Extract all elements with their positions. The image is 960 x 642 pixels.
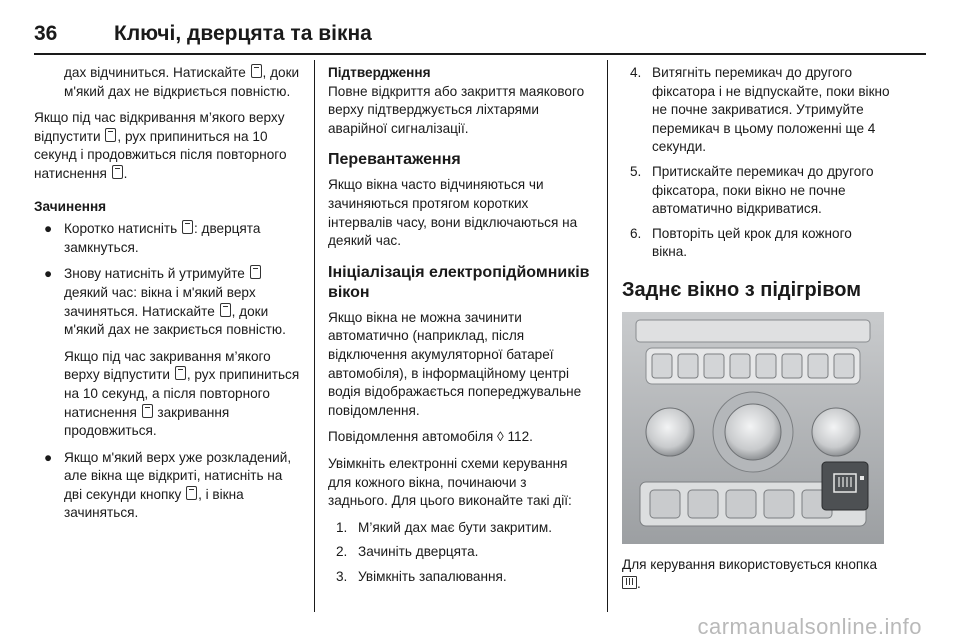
step-text: Притискайте перемикач до другого фіксатора, поки вікно не почне автоматично відкриватися.	[652, 163, 874, 217]
bullet-item: ● Знову натисніть й утримуйте деякий час: вікна і м'який верх зачиняться. Натискайте , доки м'який дах не закриється повністю. Якщо під час закривання м’якого верху відпустити , рух припиниться на 10 секунд, а після повторного натиснення закривання продовжиться.	[34, 265, 302, 440]
step-number: 3.	[336, 568, 348, 584]
control-panel-photo	[622, 312, 884, 544]
remote-lock-icon	[220, 303, 231, 317]
confirm-heading: Підтвердження	[328, 65, 431, 80]
remote-lock-icon	[186, 486, 197, 500]
step-number: 4.	[630, 65, 642, 80]
bullet-item: ● Якщо м'який верх уже розкладений, але вікна ще відкриті, натисніть на дві секунди кнопку , і вікна зачиняться.	[44, 449, 292, 521]
overload-text: Якщо вікна часто відчиняються чи зачиняються протягом коротких інтервалів часу, вони відключаються на деякий час.	[328, 177, 578, 249]
paragraph-open-interrupt: Якщо під час відкривання м’якого верху відпустити , рух припиниться на 10 секунд і продовжиться після повторного натиснення .	[34, 110, 287, 181]
remote-unlock-icon	[105, 128, 116, 142]
column-divider-2	[607, 60, 608, 612]
step-item	[622, 163, 890, 219]
init-text: Якщо вікна не можна зачинити автоматично (наприклад, після відключення акумуляторної батареї автомобіля), в інформаційному центрі водія відображається попереджувальне повідомлення.	[328, 309, 582, 418]
page-header	[34, 22, 926, 52]
bullet-mark: ●	[44, 266, 53, 282]
step-text: Увімкніть запалювання.	[358, 568, 507, 584]
rear-defrost-icon	[622, 576, 637, 589]
remote-unlock-icon	[112, 165, 123, 179]
steps-list	[328, 519, 590, 587]
rear-window-text: Для керування використовується кнопка .	[622, 556, 878, 591]
column-1	[34, 64, 302, 531]
enable-text: Увімкніть електронні схеми керування для кожного вікна, починаючи з заднього. Для цього виконайте такі дії:	[328, 455, 572, 509]
remote-lock-icon	[182, 220, 193, 234]
header-divider	[34, 53, 926, 55]
watermark: carmanualsonline.info	[697, 614, 922, 639]
step-text: Зачиніть дверцята.	[358, 544, 479, 560]
bullet-mark: ●	[44, 221, 53, 237]
step-item	[328, 543, 590, 562]
remote-lock-icon	[142, 404, 153, 418]
step-item	[328, 568, 590, 587]
reference-line: Повідомлення автомобіля ◊ 112.	[328, 429, 533, 445]
step-text: Повторіть цей крок для кожного вікна.	[652, 225, 852, 260]
step-item	[622, 225, 890, 262]
closing-heading: Зачинення	[34, 198, 107, 214]
column-divider-1	[314, 60, 315, 612]
remote-lock-icon	[250, 265, 261, 279]
step-number: 1.	[336, 519, 348, 535]
column-2	[328, 64, 590, 592]
step-item	[328, 519, 590, 538]
overload-heading: Перевантаження	[328, 151, 461, 169]
init-heading: Ініціалізація електропідйомників вікон	[328, 263, 590, 301]
remote-lock-icon	[175, 366, 186, 380]
bullet-mark: ●	[44, 449, 53, 465]
confirm-text: Повне відкриття або закриття маякового верху підтверджується ліхтарями аварійної сигналізації.	[328, 83, 585, 136]
rear-window-heading: Заднє вікно з підігрівом	[622, 278, 862, 301]
page-title: Ключі, дверцята та вікна	[114, 22, 372, 45]
steps-list	[622, 64, 890, 262]
bullet-item: ● Коротко натисніть : дверцята замкнуться.	[44, 221, 261, 255]
column-3	[622, 64, 890, 601]
step-number: 6.	[630, 225, 642, 241]
step-item	[622, 64, 890, 157]
step-number: 5.	[630, 163, 642, 179]
step-number: 2.	[336, 544, 348, 560]
remote-unlock-icon	[251, 64, 262, 78]
step-text: М’який дах має бути закритим.	[358, 519, 553, 535]
step-text: Витягніть перемикач до другого фіксатора і не відпускайте, поки вікно не почне закриватися. Утримуйте перемикач в цьому положенні ще 4 секунди.	[652, 65, 890, 155]
page-number: 36	[34, 22, 58, 45]
page-ref-icon: ◊	[496, 429, 504, 445]
bullet-subparagraph: Якщо під час закривання м’якого верху відпустити , рух припиниться на 10 секунд, а після повторного натиснення закривання продовжиться.	[64, 348, 300, 439]
paragraph-open-continue: дах відчиниться. Натискайте , доки м'який дах не відкриється повністю.	[64, 65, 300, 99]
